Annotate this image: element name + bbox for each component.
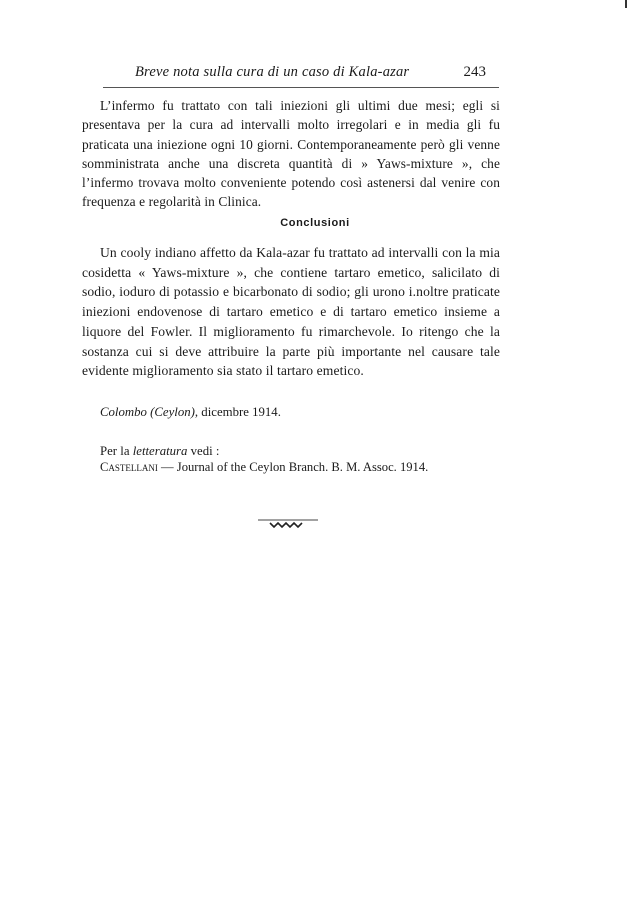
page-number: 243 [463,64,486,80]
literature-intro [100,444,219,459]
signature-date: , dicembre 1914. [194,405,281,419]
signature-line [100,405,281,420]
end-ornament-icon [258,517,318,529]
running-head [100,64,500,84]
literature-word: letteratura [132,444,188,458]
reference-citation: — Journal of the Ceylon Branch. B. M. Assoc. 1914. [157,460,429,474]
literature-suffix: vedi : [187,444,220,458]
literature-prefix: Per la [100,444,133,458]
paragraph-conclusions: Un cooly indiano affetto da Kala-azar fu trattato ad intervalli con la mia cosidetta « Yaws-mixture », che contiene tartaro emetico, salicilato di sodio, ioduro di potassio e bicarbonato di sodio; gli urono i.noltre praticate iniezioni endovenose di tartaro emetico e di tartaro emetico insieme a liquore del Fowler. Il miglioramento fu rimarchevole. Io ritengo che la sostanza cui si deve attribuire la parte più importante nel causare tale evidente miglioramento sia stato il tartaro emetico. [82,245,500,379]
paragraph-treatment: L’infermo fu trattato con tali iniezioni gli ultimi due mesi; egli si presentava per la cura ad intervalli molto irregolari e in media gli fu praticata una iniezione ogni 10 giorni. Contemporaneamente però gli venne somministrata anche una discreta quantità di » Yaws-mixture », che l’infermo trovava molto conveniente potendo così astenersi dal venire con frequenza e regolarità in Clinica. [82,98,500,210]
header-rule [103,87,499,88]
page-edge-mark [625,0,627,8]
section-heading: Conclusioni [280,217,350,229]
literature-reference [100,460,428,475]
running-title: Breve nota sulla cura di un caso di Kala-azar [135,64,410,80]
signature-place: Colombo (Ceylon) [100,405,195,419]
reference-author: Castellani [100,460,158,474]
